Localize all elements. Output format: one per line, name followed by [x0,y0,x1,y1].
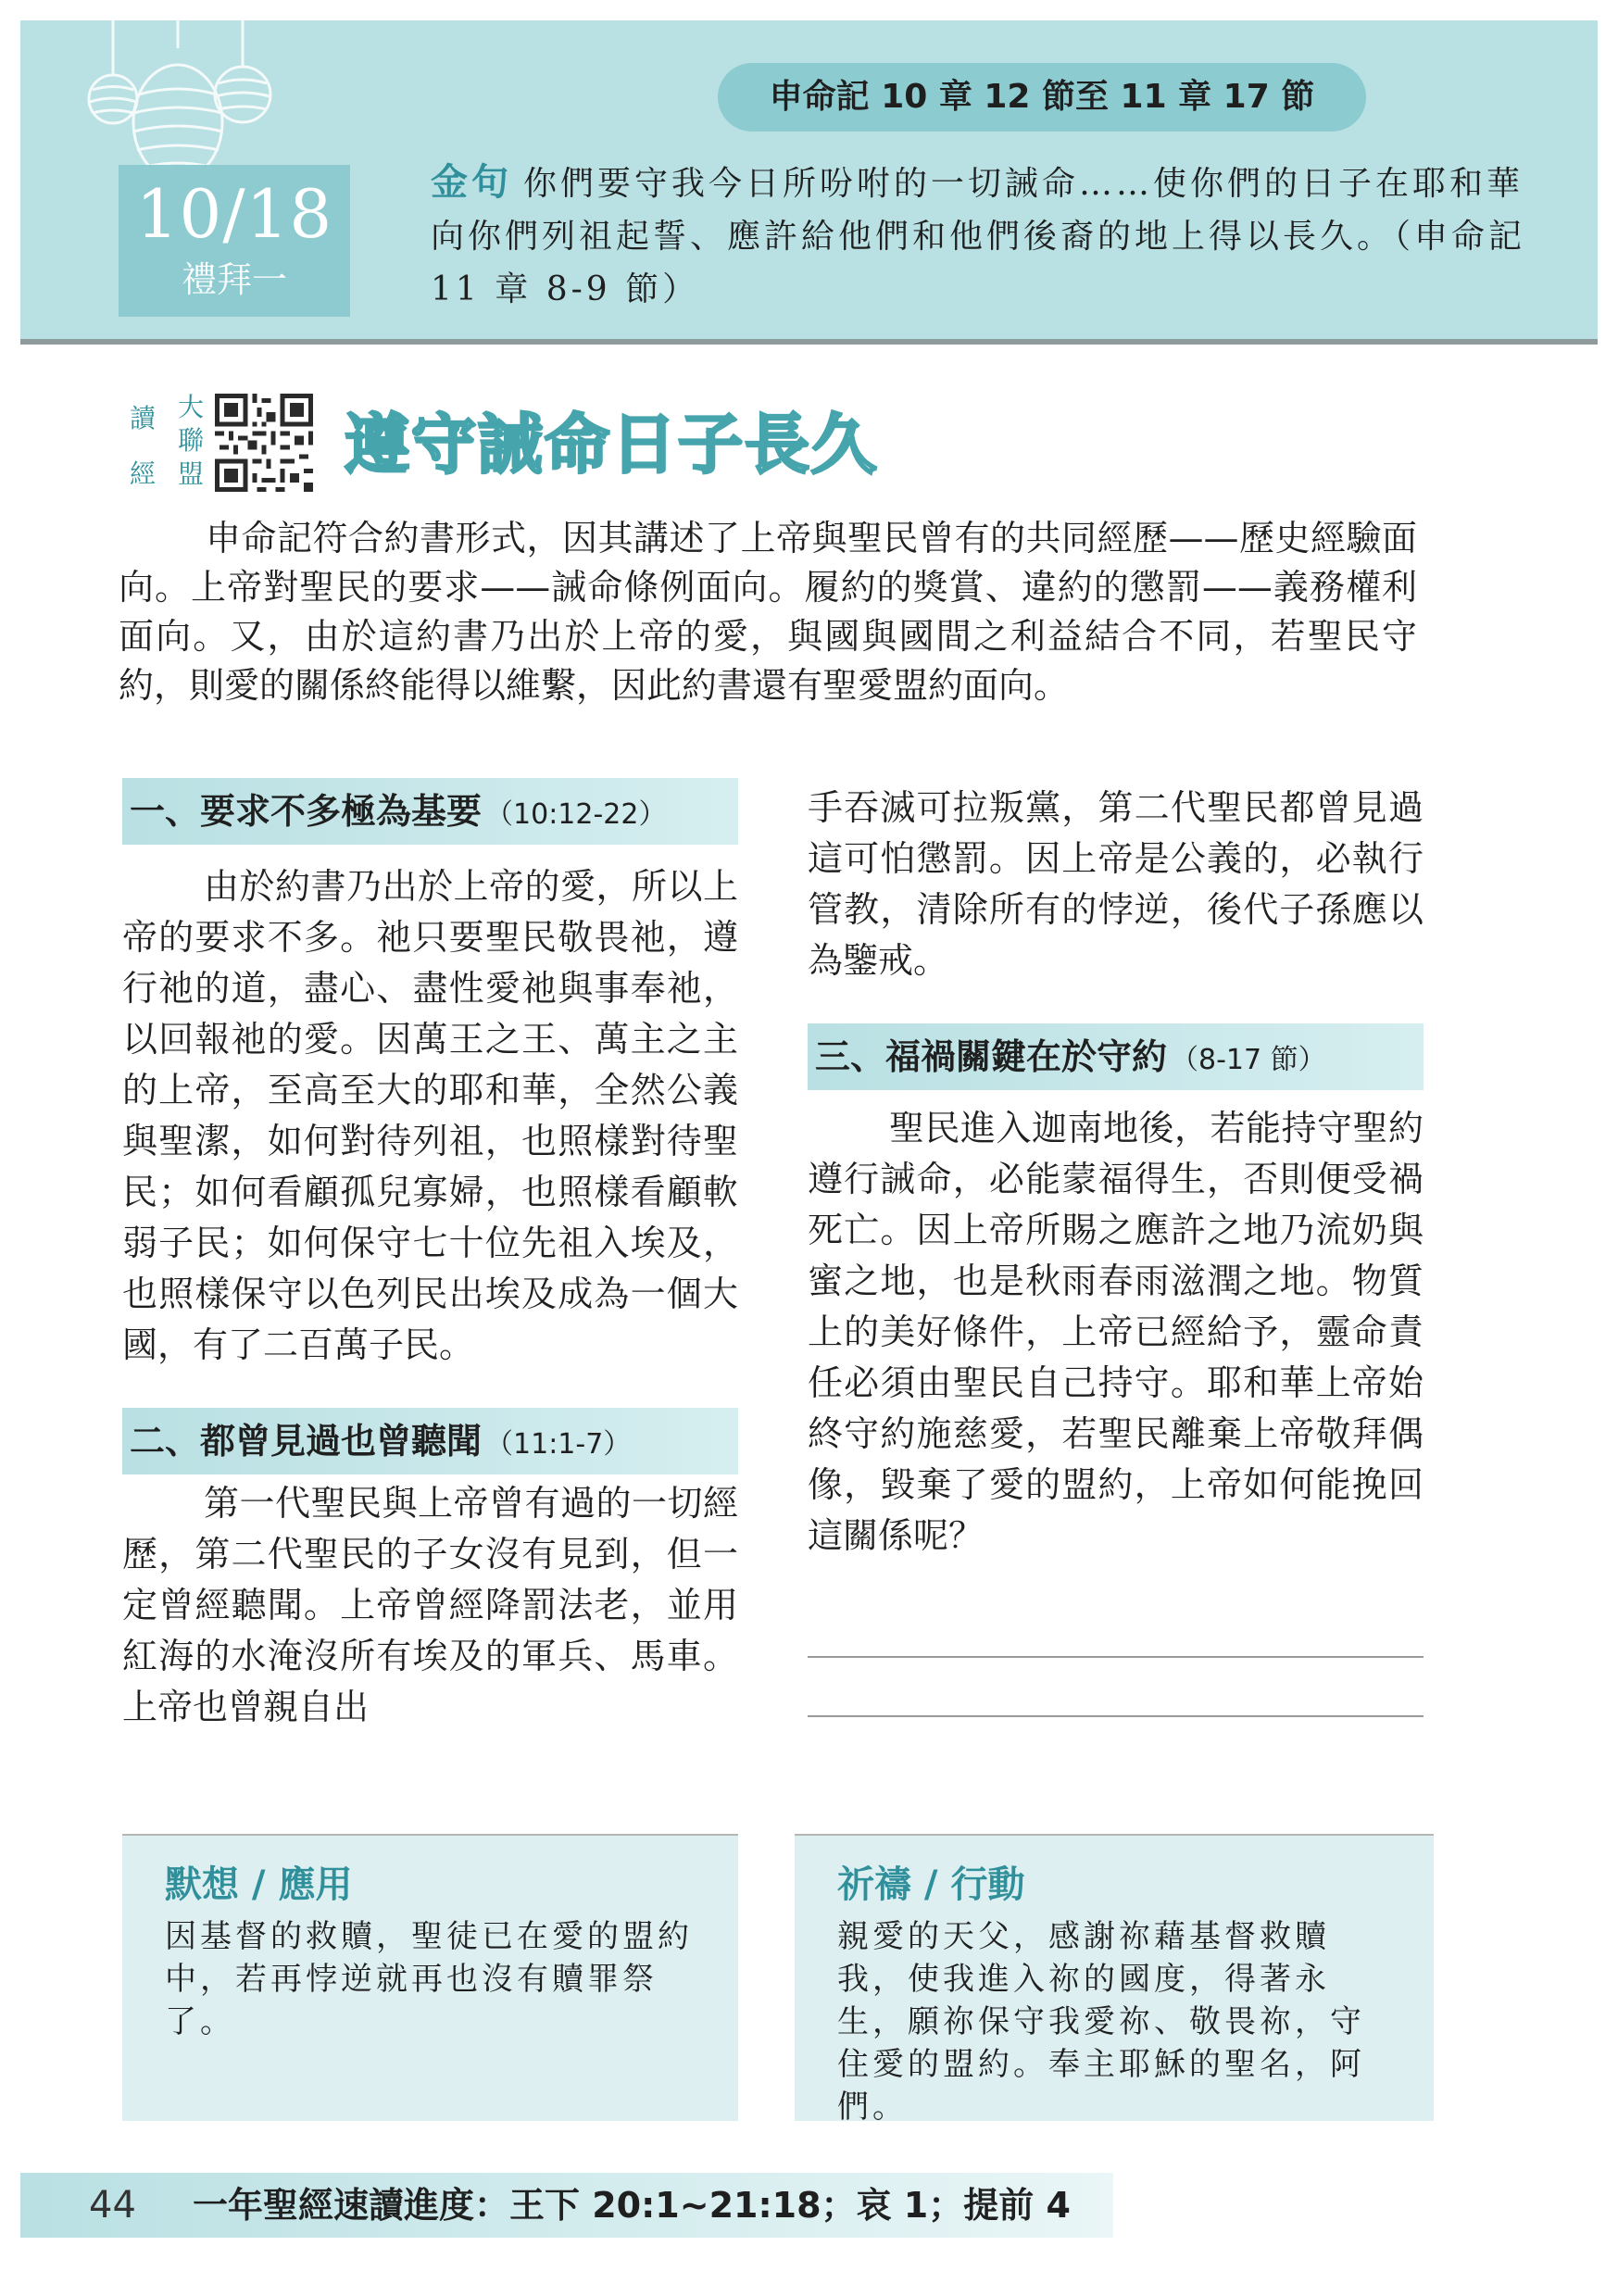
section-body: 聖民進入迦南地後，若能持守聖約遵行誡命，必能蒙福得生，否則便受禍死亡。因上帝所賜之應許之地乃流奶與蜜之地，也是秋雨春雨滋潤之地。物質上的美好條件，上帝已經給予，靈命責任必須由聖民自己持守。耶和華上帝始終守約施慈愛，若聖民離棄上帝敬拜偶像，毀棄了愛的盟約，上帝如何能挽回這關係呢？ [808,1108,1424,1556]
meditation-box [122,1834,738,2121]
page-number: 44 [89,2184,136,2227]
intro-paragraph: 申命記符合約書形式，因其講述了上帝與聖民曾有的共同經歷——歷史經驗面向。上帝對聖民的要求——誡命條例面向。履約的獎賞、違約的懲罰——義務權利面向。又，由於這約書乃出於上帝的愛，與國與國間之利益結合不同，若聖民守約，則愛的關係終能得以維繫，因此約書還有聖愛盟約面向。 [119,518,1417,706]
right-column [808,783,1424,1717]
section-body: 由於約書乃出於上帝的愛，所以上帝的要求不多。祂只要聖民敬畏祂，遵行祂的道，盡心、盡性愛祂與事奉祂，以回報祂的愛。因萬王之王、萬主之主的上帝，至高至大的耶和華，全然公義與聖潔，如何對待列祖，也照樣對待聖民；如何看顧孤兒寡婦，也照樣看顧軟弱子民；如何保守七十位先祖入埃及，也照樣保守以色列民出埃及成為一個大國，有了二百萬子民。 [122,866,738,1365]
section-title: 一、要求不多極為基要 [130,791,483,832]
section-heading [808,1023,1424,1090]
read-label-char: 經 [130,458,157,489]
golden-verse-text: 你們要守我今日所吩咐的一切誡命……使你們的日子在耶和華向你們列祖起誓、應許給他們和他們後裔的地上得以長久。（申命記 11 章 8-9 節） [431,165,1526,308]
section-title: 三、福禍關鍵在於守約 [815,1036,1168,1077]
scripture-reference: 申命記 10 章 12 節至 11 章 17 節 [718,63,1366,132]
read-label-char: 大 [178,392,205,422]
section-body: 第一代聖民與上帝曾有過的一切經歷，第二代聖民的子女沒有見到，但一定曾經聽聞。上帝曾經降罰法老，並用紅海的水淹沒所有埃及的軍兵、馬車。上帝也曾親自出 [122,1483,738,1727]
read-label-char: 盟 [178,458,205,489]
reading-progress: 一年聖經速讀進度：王下 20:1~21:18；哀 1；提前 4 [193,2185,1071,2226]
golden-verse-block [431,156,1542,316]
meditation-body: 因基督的救贖，聖徒已在愛的盟約中，若再悖逆就再也沒有贖罪祭了。 [165,1918,693,2040]
section-title: 二、都曾見過也曾聽聞 [130,1421,483,1462]
prayer-box [795,1834,1434,2126]
weekday: 禮拜一 [181,259,287,300]
prayer-body: 親愛的天父，感謝祢藉基督救贖我，使我進入祢的國度，得著永生，願祢保守我愛祢、敬畏祢，守住愛的盟約。奉主耶穌的聖名，阿們。 [837,1918,1365,2126]
note-line[interactable] [808,1658,1424,1717]
prayer-title: 祈禱 / 行動 [837,1863,1025,1906]
section-ref: （8-17 節） [1171,1044,1326,1076]
header-band [20,20,1598,345]
section-ref: （11:1-7） [485,1428,632,1461]
page-title: 遵守誡命日子長久 [345,407,878,483]
note-line[interactable] [808,1599,1424,1658]
left-column [122,778,738,1733]
section-heading [122,1408,738,1474]
meditation-title: 默想 / 應用 [165,1863,353,1906]
qr-code-icon[interactable] [215,394,313,492]
section-heading [122,778,738,845]
read-bible-league-label [130,389,207,500]
date-box [119,165,350,317]
read-label-char: 讀 [130,403,157,433]
section-ref: （10:12-22） [485,798,667,831]
read-label-char: 聯 [178,425,205,456]
date: 10/18 [135,175,333,253]
section-body-continuation: 手吞滅可拉叛黨，第二代聖民都曾見過這可怕懲罰。因上帝是公義的，必執行管教，清除所有的悖逆，後代子孫應以為鑒戒。 [808,787,1424,981]
golden-verse-label: 金句 [431,160,512,204]
